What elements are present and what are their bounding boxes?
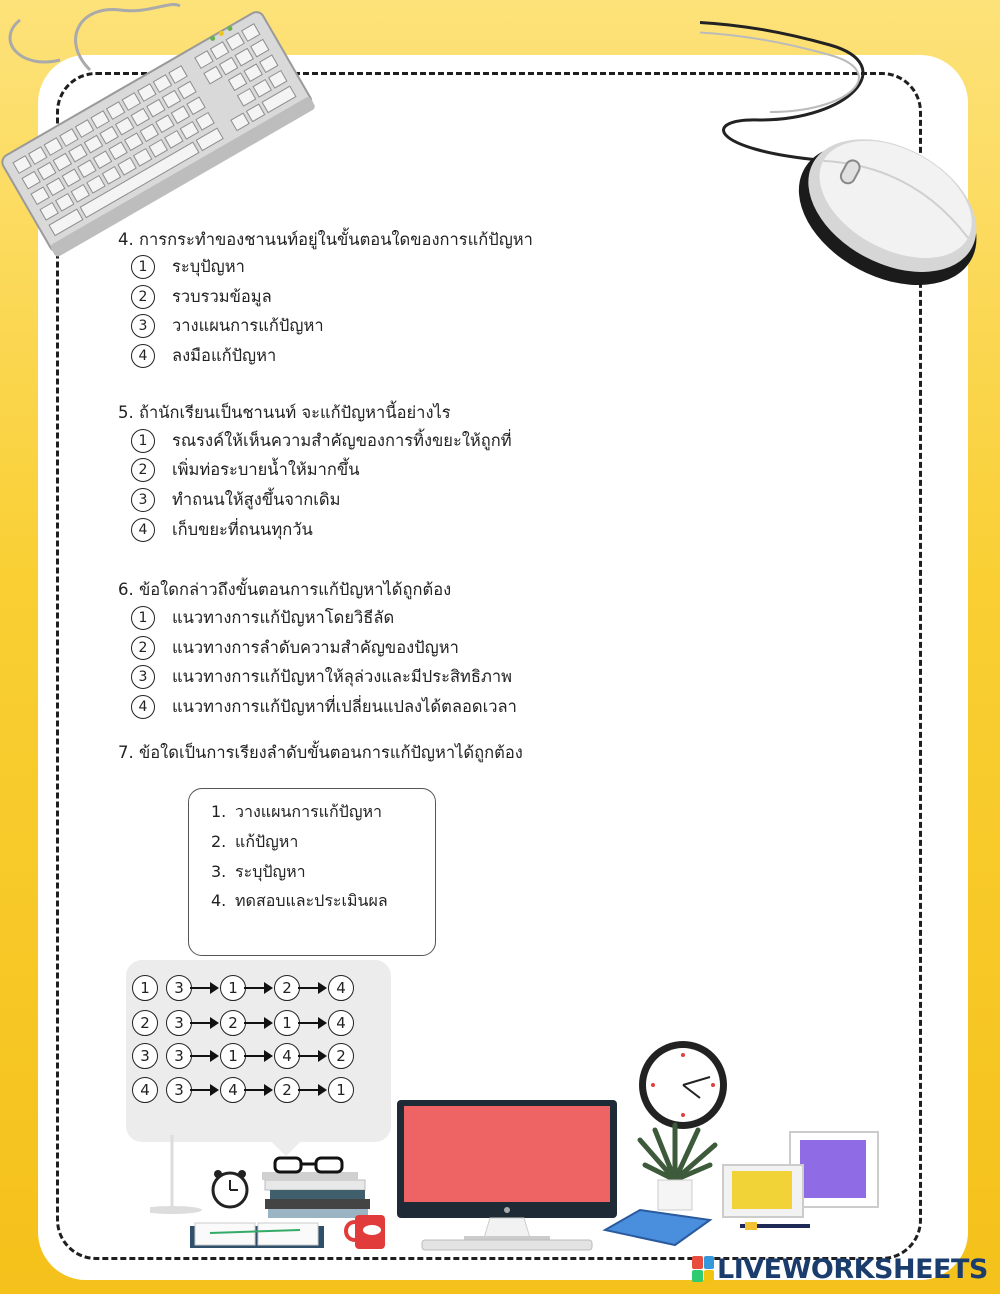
steps-box: [188, 788, 436, 956]
logo-badge-icon: [692, 1256, 714, 1282]
question-4-option-2[interactable]: [131, 284, 272, 310]
arrow-icon: [244, 1017, 276, 1029]
option-text: ลงมือแก้ปัญหา: [172, 346, 277, 365]
option-number-circle: 1: [131, 255, 155, 279]
question-5-option-4[interactable]: [131, 517, 313, 543]
liveworksheets-logo[interactable]: [692, 1252, 988, 1286]
clock-icon: [639, 1041, 727, 1129]
sequence-step: 1: [328, 1077, 354, 1103]
answer-option-2[interactable]: [132, 1009, 354, 1037]
option-text: รณรงค์ให้เห็นความสำคัญของการทิ้งขยะให้ถูกที่: [172, 431, 512, 450]
desk-illustration: [150, 1040, 890, 1255]
sequence-step: 1: [220, 975, 246, 1001]
option-text: วางแผนการแก้ปัญหา: [172, 316, 324, 335]
tablet-icon: [605, 1210, 710, 1245]
question-4-title: 4. การกระทำของชานนท์อยู่ในขั้นตอนใดของการแก้ปัญหา: [118, 230, 533, 249]
question-6-option-2[interactable]: [131, 635, 459, 661]
sequence-step: 2: [220, 1010, 246, 1036]
question-4-option-3[interactable]: [131, 313, 324, 339]
option-number-circle: 3: [132, 1043, 158, 1069]
option-number-circle: 1: [132, 975, 158, 1001]
books-icon: [262, 1172, 370, 1218]
option-number-circle: 2: [131, 285, 155, 309]
option-number-circle: 3: [131, 488, 155, 512]
option-text: แนวทางการแก้ปัญหาที่เปลี่ยนแปลงได้ตลอดเวลา: [172, 697, 517, 716]
option-number-circle: 4: [132, 1077, 158, 1103]
monitor-icon: [397, 1100, 617, 1250]
option-text: เก็บขยะที่ถนนทุกวัน: [172, 520, 313, 539]
sequence-step: 3: [166, 975, 192, 1001]
notebook-icon: [190, 1223, 324, 1248]
option-number-circle: 3: [131, 665, 155, 689]
step-item: 1. วางแผนการแก้ปัญหา: [211, 802, 382, 821]
mouse-icon: [700, 0, 1000, 310]
arrow-icon: [244, 982, 276, 994]
mug-icon: [346, 1215, 385, 1249]
option-text: รวบรวมข้อมูล: [172, 287, 272, 306]
keyboard-icon: [0, 0, 340, 260]
alarm-clock-icon: [213, 1170, 247, 1207]
option-number-circle: 4: [131, 695, 155, 719]
step-item: 3. ระบุปัญหา: [211, 862, 306, 881]
question-6-option-3[interactable]: [131, 664, 512, 690]
question-5-option-3[interactable]: [131, 487, 340, 513]
sequence-step: 3: [166, 1010, 192, 1036]
arrow-icon: [298, 982, 330, 994]
question-5-title: 5. ถ้านักเรียนเป็นชานนท์ จะแก้ปัญหานี้อย่างไร: [118, 403, 451, 422]
question-4-option-1[interactable]: [131, 254, 245, 280]
sequence-step: 2: [274, 975, 300, 1001]
sequence-step: 3: [166, 1043, 192, 1069]
arrow-icon: [190, 982, 222, 994]
question-6-option-4[interactable]: [131, 694, 517, 720]
glasses-icon: [275, 1158, 342, 1172]
answer-option-1[interactable]: [132, 974, 354, 1002]
option-text: แนวทางการลำดับความสำคัญของปัญหา: [172, 638, 459, 657]
sequence-step: 4: [220, 1077, 246, 1103]
option-number-circle: 4: [131, 518, 155, 542]
sequence-step: 4: [274, 1043, 300, 1069]
sequence-step: 4: [328, 975, 354, 1001]
step-item: 4. ทดสอบและประเมินผล: [211, 891, 388, 910]
sequence-step: 3: [166, 1077, 192, 1103]
option-number-circle: 1: [131, 429, 155, 453]
option-number-circle: 3: [131, 314, 155, 338]
sequence-step: 1: [274, 1010, 300, 1036]
option-text: ระบุปัญหา: [172, 257, 245, 276]
plant-icon: [640, 1125, 715, 1210]
arrow-icon: [190, 1017, 222, 1029]
option-text: ทำถนนให้สูงขึ้นจากเดิม: [172, 490, 341, 509]
sequence-step: 2: [274, 1077, 300, 1103]
sequence-step: 4: [328, 1010, 354, 1036]
option-number-circle: 4: [131, 344, 155, 368]
sequence-step: 2: [328, 1043, 354, 1069]
question-6-option-1[interactable]: [131, 605, 394, 631]
question-5-option-1[interactable]: [131, 428, 512, 454]
question-6-title: 6. ข้อใดกล่าวถึงขั้นตอนการแก้ปัญหาได้ถูกต้อง: [118, 580, 452, 599]
option-text: แนวทางการแก้ปัญหาให้ลุล่วงและมีประสิทธิภาพ: [172, 667, 512, 686]
arrow-icon: [298, 1017, 330, 1029]
option-number-circle: 1: [131, 606, 155, 630]
option-number-circle: 2: [132, 1010, 158, 1036]
lamp-icon: [150, 1135, 202, 1214]
question-4-option-4[interactable]: [131, 343, 276, 369]
option-text: แนวทางการแก้ปัญหาโดยวิธีลัด: [172, 608, 395, 627]
option-number-circle: 2: [131, 636, 155, 660]
option-text: เพิ่มท่อระบายน้ำให้มากขึ้น: [172, 460, 360, 479]
step-item: 2. แก้ปัญหา: [211, 832, 299, 851]
question-5-option-2[interactable]: [131, 457, 359, 483]
sequence-step: 1: [220, 1043, 246, 1069]
pen-icon: [740, 1222, 810, 1230]
photo-frame-icon: [723, 1132, 878, 1217]
logo-text: LIVEWORKSHEETS: [717, 1253, 988, 1285]
option-number-circle: 2: [131, 458, 155, 482]
question-7-title: 7. ข้อใดเป็นการเรียงลำดับขั้นตอนการแก้ปัญหาได้ถูกต้อง: [118, 743, 523, 762]
